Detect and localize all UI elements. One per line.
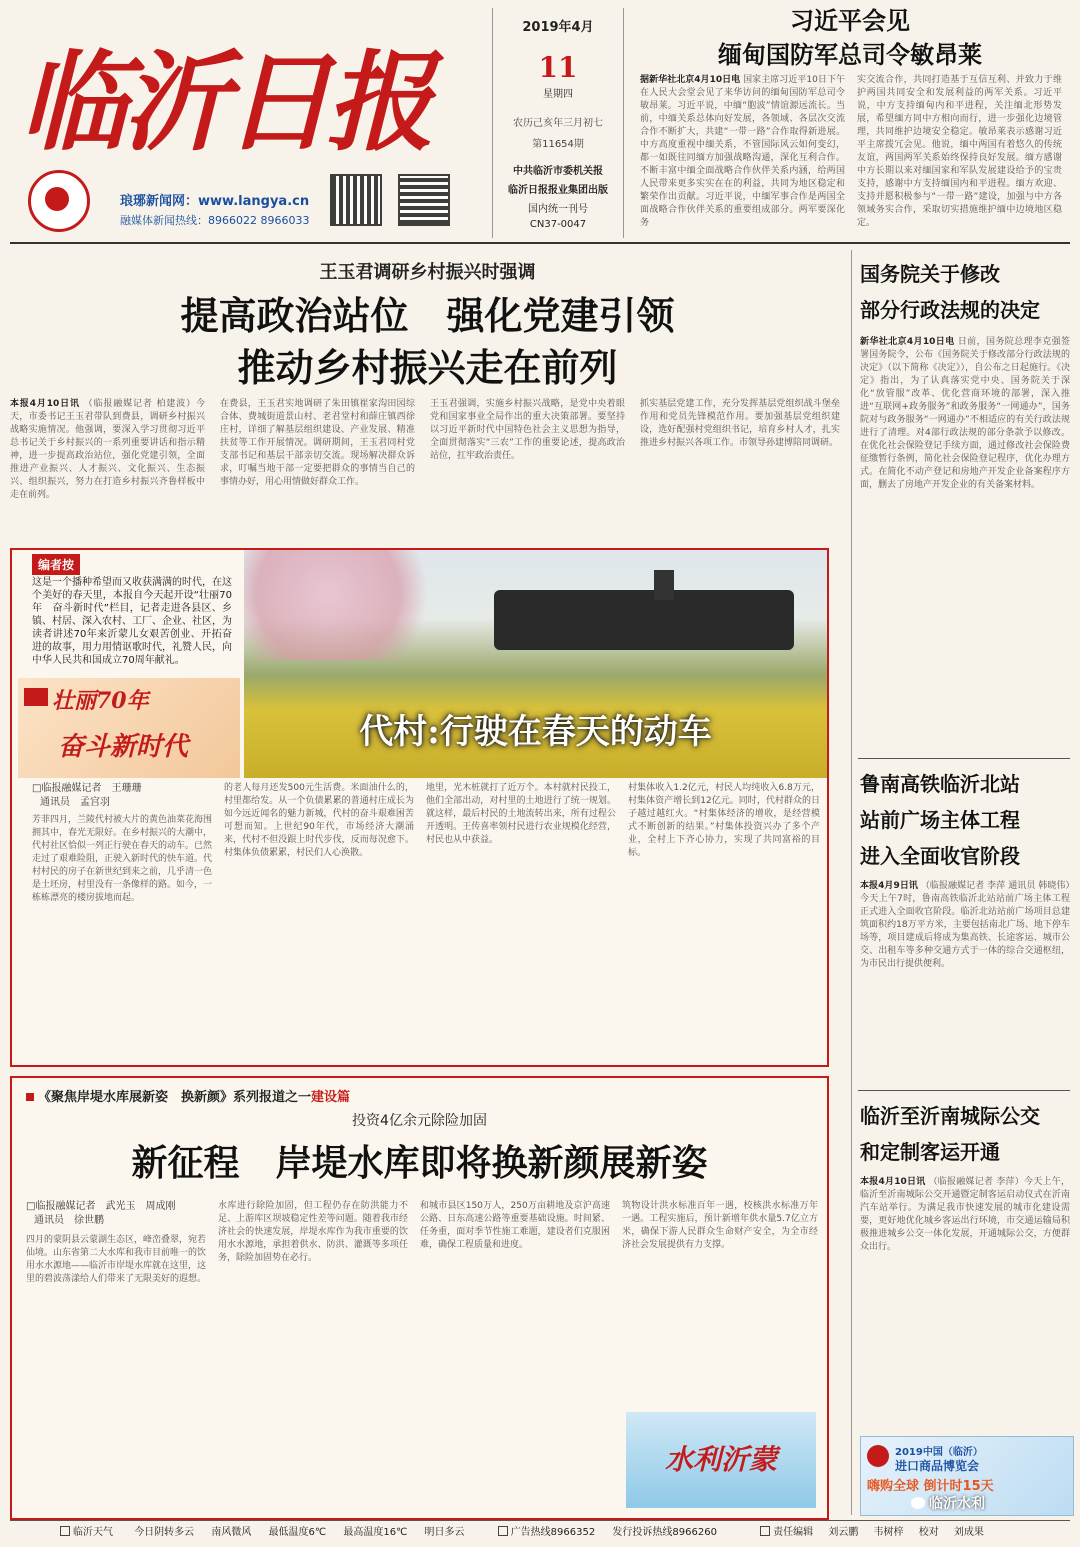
qr-code-icon (398, 174, 450, 226)
date-box (492, 8, 624, 238)
feature-column: 地里，光木桩就打了近万个。本村就村民投工，他们全部出动，对村里的土地进行了统一规划。就这样，最后村民的土地流转出来，所有过程公开透明。王传喜率领村民进行农业规模化经营，村民也从中获益。 (426, 783, 616, 845)
weekday: 星期四 (543, 89, 573, 100)
sidebar-title-line: 部分行政法规的决定 (860, 298, 1040, 322)
lead-story (10, 250, 845, 540)
site-label: 琅琊新闻网： (120, 194, 199, 209)
series-tag: 建设篇 (311, 1090, 351, 1105)
reservoir-column: 筑物设计洪水标准百年一遇，校核洪水标准万年一遇。工程实施后，预计新增年供水量5.7亿立方米，确保下游人民群众生命财产安全，为全市经济社会发展提供有力支撑。 (622, 1201, 818, 1250)
train-icon (494, 590, 794, 650)
reservoir-column: 和城市县区150万人，250万亩耕地及京沪高速公路、日东高速公路等重要基础设施。时间紧、任务重，面对季节性施工难题，建设者们克服困难，确保工程质量和进度。 (420, 1201, 610, 1250)
serial-label: 国内统一刊号 (528, 204, 588, 215)
reservoir-column: 水库进行除险加固，但工程仍存在防洪能力不足、上游库区坝坡稳定性差等问题。随着我市经济社会的快速发展，岸堤水库作为我市重要的饮用水水源地，承担着供水、防洪、灌溉等多项任务，除险加固势在必行。 (218, 1201, 408, 1263)
expo-countdown: 嗨购全球 倒计时15天 (867, 1479, 994, 1494)
series-label (26, 1086, 350, 1105)
badge-title: 壮丽70年 (52, 688, 149, 714)
watermark (911, 1493, 985, 1513)
sidebar-story (860, 256, 1070, 746)
qr-code-icon (330, 174, 382, 226)
lead-headline (10, 290, 845, 394)
lead-kicker: 王玉君调研乡村振兴时强调 (319, 262, 536, 283)
sidebar-title-line: 和定制客运开通 (860, 1140, 1000, 1164)
sidebar-text: （临报融媒记者 李萍 通讯员 韩晓伟）今天上午7时，鲁南高铁临沂北站站前广场主体工程正式进入全面收官阶段。临沂北站站前广场项目总建筑面积约18万平方米，主要包括南北广场、地下停车场等，项目建成后将成为集高铁、长途客运、城市公交、出租车等多种交通方式于一体的综合交通枢纽，为市民出行提供便利。 (860, 881, 1070, 969)
sidebar-separator (858, 758, 1070, 759)
site-link[interactable] (120, 190, 309, 209)
feature-column: 的老人每月还发500元生活费。米面油什么的，村里都给发。从一个负债累累的普通村庄成长为如今远近闻名的魅力新城，代村的奋斗艰难困苦可想而知。上世纪90年代，市场经济大潮涌来，代村不但没跟上时代步伐，反而每况愈下。村集体负债累累，村民们人心涣散。 (224, 783, 414, 858)
sidebar-dateline: 新华社北京4月10日电 (860, 337, 955, 347)
feature-headline: 代村:行驶在春天的动车 (359, 712, 712, 752)
publisher-line: 临沂日报报业集团出版 (508, 185, 608, 196)
newspaper-seal-icon (28, 170, 90, 232)
footer-proof-name: 刘成果 (953, 1527, 984, 1538)
site-url[interactable]: www.langya.cn (198, 194, 310, 209)
sidebar-byline: 本报4月9日讯 (860, 881, 918, 891)
sidebar-body (860, 336, 1070, 736)
flag-icon (24, 688, 48, 706)
hotline-text: 融媒体新闻热线：8966022 8966033 (120, 214, 310, 227)
sidebar-title-line: 进入全面收官阶段 (860, 844, 1020, 868)
footer-dist-hotline: 发行投诉热线8966260 (612, 1527, 717, 1538)
lead-headline-line: 提高政治站位 强化党建引领 (180, 293, 675, 338)
lead-column: 在费县，王玉君实地调研了朱田镇崔家沟田园综合体、费城街道景山村、老君堂村和薛庄镇西徐庄村，详细了解基层组织建设、产业发展、精准扶贫等工作开展情况。调研期间，王玉君同村党支部书记和基层干部亲切交流。现场解决群众诉求，叮嘱当地干部一定要把群众的事情当自己的事情办好，用心用情做好群众工作。 (220, 399, 415, 487)
footer-today: 今日阴转多云 (134, 1527, 195, 1538)
editor-label: 编者按 (32, 554, 80, 575)
sidebar-title-line: 站前广场主体工程 (860, 808, 1020, 832)
year-month: 2019年4月 (522, 20, 594, 35)
sidebar-body (860, 1176, 1070, 1416)
sidebar-story (860, 1098, 1070, 1428)
reservoir-box (10, 1076, 829, 1520)
footer-divider (10, 1520, 1070, 1521)
sidebar-byline: 本报4月10日讯 (860, 1177, 926, 1187)
footer-weather: 临沂天气 (73, 1527, 113, 1538)
ad-box-icon (498, 1526, 508, 1536)
lead-column (10, 398, 205, 536)
expo-line: 进口商品博览会 (895, 1459, 980, 1473)
masthead (0, 0, 1080, 240)
lead-text: （临报融媒记者 柏建波）今天，市委书记王玉君带队到费县，调研乡村振兴战略实施情况。他强调，要深入学习贯彻习近平总书记关于乡村振兴的一系列重要讲话和指示精神，进一步提高政治站位，强化党建引领，全面推进产业振兴、人才振兴、文化振兴、生态振兴、组织振兴，努力在打造乡村振兴齐鲁样板中走在前列。 (10, 399, 205, 500)
top-story-body (640, 74, 845, 234)
sidebar-title-line: 临沂至沂南城际公交 (860, 1104, 1040, 1128)
anniversary-badge (18, 678, 240, 778)
reservoir-byline (26, 1200, 175, 1228)
sidebar-body (860, 880, 1070, 1076)
feature-column: 芳菲四月，兰陵代村被大片的黄色油菜花海围拥其中，春光无限好。在乡村振兴的大潮中，代村社区恰似一列正行驶在春天的动车。已然走过了艰难险阻，正驶入新时代的快车道。代村村民的房子在新世纪到来之前，几乎清一色是土坯房，村里没有一条像样的路。如今，一栋栋漂亮的楼房拔地而起。 (32, 815, 212, 903)
lead-column: 王玉君强调，实施乡村振兴战略，是党中央着眼党和国家事业全局作出的重大决策部署。要坚持以习近平新时代中国特色社会主义思想为指导，全面贯彻落实“三农”工作的重要论述，提高政治站位，扛牢政治责任。 (430, 399, 625, 461)
train-chimney-icon (654, 570, 674, 600)
sidebar-title-line: 鲁南高铁临沂北站 (860, 772, 1020, 796)
sidebar-divider (851, 250, 852, 1515)
feature-column: 村集体收入1.2亿元，村民人均纯收入6.8万元，村集体资产增长到12亿元。同时，代村群众的日子越过越红火。“村集体经济的增收，是经营模式不断创新的结果。”村集体投资兴办了多个产业，全村上下齐心协力，实现了共同富裕的目标。 (628, 783, 820, 858)
reservoir-kicker: 投资4亿余元除险加固 (352, 1113, 487, 1129)
byline-line: □临报融媒记者 武光玉 周成刚 (26, 1201, 176, 1212)
expo-logo-icon (867, 1445, 889, 1467)
sidebar-title (860, 766, 1070, 874)
top-story-body: 实交流合作，共同打造基于互信互利、并致力于维护两国共同安全和发展利益的两军关系。习近平说，中方支持缅甸内和平进程，关注缅北形势发展，希望缅方同中方相向而行，进一步强化边境管理，共同维护边境安全稳定。敏昂莱表示感谢习近平主席拨冗会见。他说，缅中两国有着悠久的传统友谊，两国两军关系始终保持良好发展。缅方感谢中方长期以来对缅国家和军队发展建设给予的宝贵支持，感谢中方支持缅国内和平进程。缅方欢迎、支持并愿积极参与“一带一路”建设，加强与中方各领域务实合作，采取切实措施维护缅中边境地区稳定。 (857, 75, 1062, 228)
top-story-title (640, 4, 1060, 72)
footer-ad-hotline: 广告热线8966352 (510, 1527, 596, 1538)
sidebar-title (860, 1098, 1070, 1170)
expo-line: 2019中国（临沂） (895, 1447, 983, 1458)
footer-editor-label: 责任编辑 (773, 1527, 814, 1538)
sidebar-text: （临报融媒记者 李萍）今天上午，临沂至沂南城际公交开通暨定制客运启动仪式在沂南汽车站举行。为满足我市快速发展的城市化建设需要，更好地优化城乡客运出行环境，市交通运输局积极推进城乡公交一体化发展，开通城际公交，方便群众出行。 (860, 1177, 1070, 1252)
feature-box (10, 548, 829, 1067)
footer-wind: 南风微风 (211, 1527, 252, 1538)
byline-line: 通讯员 孟宫羽 (40, 797, 110, 808)
badge-subtitle: 奋斗新时代 (58, 732, 189, 762)
reservoir-headline: 新征程 岸堤水库即将换新颜展新姿 (131, 1142, 708, 1184)
feature-byline (32, 782, 141, 810)
watermark-text: 临沂水利 (929, 1496, 985, 1512)
sidebar-title (860, 256, 1070, 328)
publisher-line: 中共临沂市委机关报 (513, 166, 603, 177)
issue-number: 第11654期 (532, 139, 584, 150)
byline-line: □临报融媒记者 王珊珊 (32, 783, 142, 794)
reservoir-column: 四月的蒙阴县云蒙湖生态区，峰峦叠翠，宛若仙境。山东省第二大水库和我市目前唯一的饮用水水源地——临沂市岸堤水库就在这里，这里的碧波荡漾给人们带来了无限美好的遐想。 (26, 1235, 206, 1284)
day-number: 11 (538, 51, 578, 84)
series-title: 《聚焦岸堤水库展新姿 换新颜》系列报道之一 (38, 1090, 312, 1105)
lead-byline: 本报4月10日讯 (10, 399, 80, 409)
masthead-divider (10, 242, 1070, 244)
top-story-title-line: 习近平会见 (790, 6, 910, 35)
editor-note: 这是一个播种希望而又收获满满的时代，在这个美好的春天里，本报自今天起开设“壮丽70年 奋斗新时代”栏目，记者走进各县区、乡镇、村居、深入农村、工厂、企业、社区，为读者讲述70年来沂蒙儿女艰苦创业、开拓奋进的故事，用力用情讴歌时代，礼赞人民，向中华人民共和国成立70周年献礼。 (32, 577, 232, 666)
top-story-text: 国家主席习近平10日下午在人民大会堂会见了来华访问的缅甸国防军总司令敏昂莱。习近平说，中缅“胞波”情谊源远流长。当前，中缅关系总体向好发展，各领域、各层次交流合作不断扩大，共建“一带一路”合作取得新进展。中方高度重视中缅关系，不管国际风云如何变幻，都一如既往同缅方加强战略沟通，深化互利合作。不断丰富中缅全面战略合作伙伴关系内涵，给两国人民带来更多实实在在的利益，共同为地区稳定和繁荣作出贡献。习近平说，中缅军事合作是两国全面战略合作伙伴关系的重要组成部分。两军要深化务 (640, 75, 845, 228)
sidebar-story (860, 766, 1070, 1086)
footer-low: 最低温度6℃ (268, 1527, 327, 1538)
sidebar-text: 日前，国务院总理李克强签署国务院令，公布《国务院关于修改部分行政法规的决定》（以下简称《决定》），自公布之日起施行。《决定》指出，为了认真落实党中央、国务院关于深化“放管服”改革、优化营商环境的部署，深入推进“互联网+政务服务”和政务服务“一网通办”，国务院对与政务服务“一网通办”不相适应的有关行政法规进行了清理。对4部行政法规的部分条款予以修改。在优化社会保险登记手续方面，通过修改社会保险费征缴暂行条例，简化社会保险登记程序，优化办理方式。在简化不动产登记和房地产开发企业备案程序方面，删去了房地产开发企业的有关备案材料。 (860, 337, 1070, 490)
editor-box-icon (760, 1526, 770, 1536)
lead-column: 抓实基层党建工作，充分发挥基层党组织战斗堡垒作用和党员先锋模范作用。要加强基层党组织建设，选好配强村党组织书记，培育乡村人才，扎实推进乡村振兴各项工作。市领导孙建博陪同调研。 (640, 399, 840, 448)
newspaper-logo: 临沂日报 (20, 40, 429, 166)
sidebar-separator (858, 1090, 1070, 1091)
cn-number: CN37-0047 (529, 219, 587, 230)
footer-proof-label: 校对 (918, 1527, 939, 1538)
lead-headline-line: 推动乡村振兴走在前列 (237, 345, 618, 390)
weather-box-icon (60, 1526, 70, 1536)
byline-line: 通讯员 徐世鹏 (34, 1215, 104, 1226)
top-story-dateline: 据新华社北京4月10日电 (640, 75, 741, 85)
footer-high: 最高温度16℃ (343, 1527, 408, 1538)
footer-tomorrow: 明日多云 (424, 1527, 465, 1538)
lunar-date: 农历己亥年三月初七 (513, 118, 603, 129)
footer-bar (60, 1524, 1070, 1542)
footer-designer: 韦树梓 (873, 1527, 904, 1538)
footer-editor-name: 刘云鹏 (828, 1527, 859, 1538)
series-bullet-icon (26, 1093, 34, 1101)
expo-advertisement[interactable] (860, 1436, 1074, 1516)
water-logo-stamp: 水利沂蒙 (626, 1412, 816, 1508)
top-story-title-line: 缅甸国防军总司令敏昂莱 (718, 40, 982, 69)
sidebar-title-line: 国务院关于修改 (860, 262, 1000, 286)
wechat-icon (911, 1497, 925, 1509)
